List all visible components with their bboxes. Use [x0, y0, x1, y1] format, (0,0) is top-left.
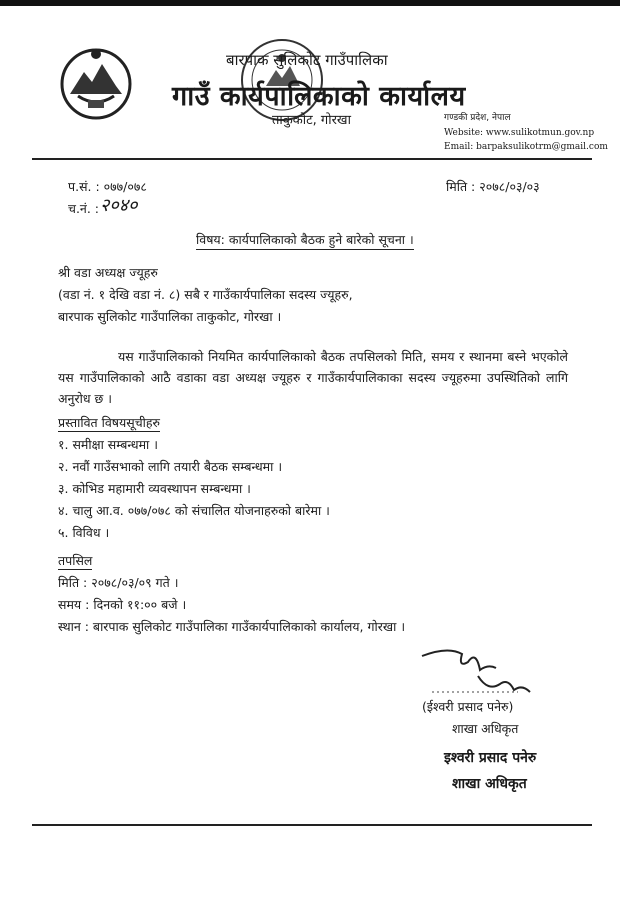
email-link[interactable]: Email: barpaksulikotrm@gmail.com [444, 142, 608, 152]
agenda-heading: प्रस्तावित विषयसूचीहरु [58, 415, 161, 430]
meeting-venue: स्थान : बारपाक सुलिकोट गाउँपालिका गाउँकार्यपालिकाको कार्यालय, गोरखा । [58, 619, 406, 634]
letter-number: प.सं. : ०७७/०७८ [68, 179, 147, 194]
office-title: गाउँ कार्यपालिकाको कार्यालय [172, 81, 466, 112]
meeting-time: समय : दिनको ११:०० बजे । [58, 597, 187, 612]
signature-stamp-title: शाखा अधिकृत [452, 776, 527, 792]
details-heading-wrap [58, 552, 92, 569]
body-paragraph: यस गाउँपालिकाको नियमित कार्यपालिकाको बैठक तपसिलको मिति, समय र स्थानमा बस्ने भएकोले यस गाउँपालिकाको आठै वडाका वडा अध्यक्ष ज्यूहरु र गाउँकार्यपालिकाका सदस्य ज्यूहरुमा उपस्थितिको लागि अनुरोध छ । [58, 349, 568, 406]
top-border [0, 0, 620, 6]
nepal-emblem-logo [56, 42, 136, 122]
header-divider [32, 158, 592, 160]
letter-subject: विषय: कार्यपालिकाको बैठक हुने बारेको सूचना । [196, 231, 414, 250]
agenda-item: १. समीक्षा सम्बन्धमा । [58, 437, 159, 452]
municipality-name: बारपाक सुलिकोट गाउँपालिका [226, 51, 388, 69]
footer-divider [32, 824, 592, 826]
agenda-heading-wrap [58, 414, 160, 431]
details-heading: तपसिल [58, 553, 93, 568]
agenda-item: ४. चालु आ.व. ०७७/०७८ को संचालित योजनाहरुको बारेमा । [58, 503, 330, 518]
letter-date: मिति : २०७८/०३/०३ [446, 179, 540, 194]
addressee-line: श्री वडा अध्यक्ष ज्यूहरु [58, 265, 158, 280]
signature-stamp-name: इश्वरी प्रसाद पनेरु [444, 750, 537, 766]
agenda-item: २. नवौं गाउँसभाको लागि तयारी बैठक सम्बन्धमा । [58, 459, 283, 474]
agenda-item: ५. विविध । [58, 525, 110, 540]
province-label: गण्डकी प्रदेश, नेपाल [444, 113, 511, 123]
addressee-line: बारपाक सुलिकोट गाउँपालिका ताकुकोट, गोरखा । [58, 309, 282, 324]
dispatch-label: च.नं. : [68, 201, 100, 216]
dispatch-number-handwritten: २०४० [100, 195, 138, 216]
office-location: ताकुकोट, गोरखा [272, 113, 351, 128]
signatory-name: (ईश्वरी प्रसाद पनेरु) [422, 699, 514, 714]
agenda-item: ३. कोभिड महामारी व्यवस्थापन सम्बन्धमा । [58, 481, 251, 496]
signatory-title: शाखा अधिकृत [452, 721, 519, 736]
website-link[interactable]: Website: www.sulikotmun.gov.np [444, 128, 595, 138]
handwritten-signature [418, 640, 548, 700]
addressee-line: (वडा नं. १ देखि वडा नं. ८) सबै र गाउँकार्यपालिका सदस्य ज्यूहरु, [58, 287, 353, 302]
meeting-date: मिति : २०७८/०३/०९ गते । [58, 575, 179, 590]
